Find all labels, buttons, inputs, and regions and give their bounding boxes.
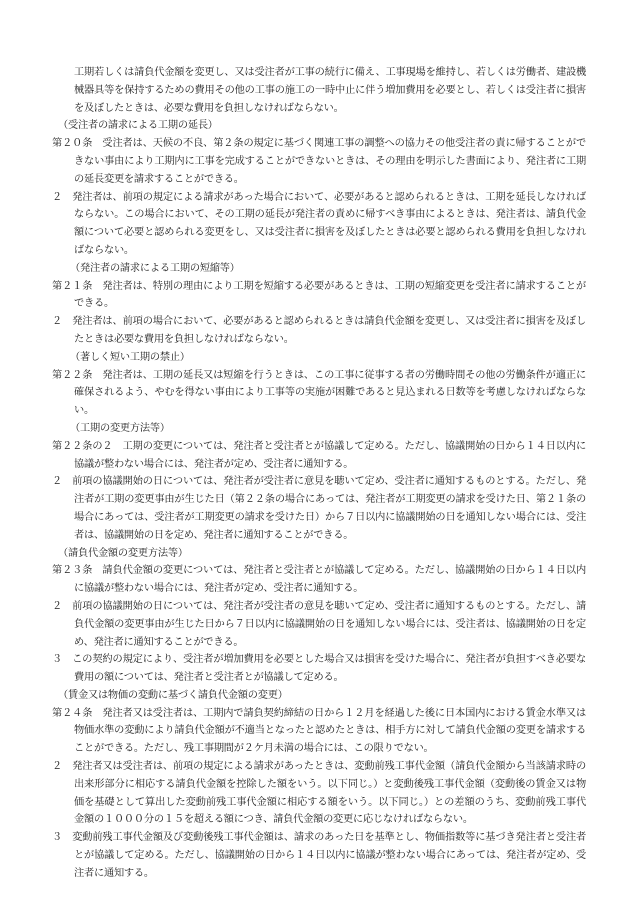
article-24-paragraph-3 [52,829,586,882]
paragraph-number: ２ [52,761,63,773]
paragraph-number: ３ [52,654,63,666]
paragraph-text: 発注者は、前項の場合において、必要があると認められるときは請負代金額を変更し、又は受注者に損害を及ぼしたときは必要な費用を負担しなければならない。 [72,316,586,345]
article-text: 発注者は、工期の延長又は短縮を行うときは、この工事に従事する者の労働時間その他の労働条件が適正に確保されるよう、やむを得ない事由により工事等の実施が困難であると見込まれる日数等を考慮しなければならない。 [74,369,586,417]
article-text: 発注者又は受注者は、工期内で請負契約締結の日から１２月を経過した後に日本国内における賃金水準又は物価水準の変動により請負代金額が不適当となったと認めたときは、相手方に対して請負代金額の変更を請求することができる。ただし、残工事期間が２ケ月未満の場合には、この限りでない。 [74,707,586,755]
article-text: 受注者は、天候の不良、第２条の規定に基づく関連工事の調整への協力その他受注者の責に帰することができない事由により工期内に工事を完成することができないときは、その理由を明示した書面により、発注者に工期の延長変更を請求することができる。 [74,138,586,185]
article-number: 第２１条 [52,280,93,292]
section-heading: （受注者の請求による工期の延長） [58,120,218,132]
article-text: 工期の変更については、発注者と受注者とが協議して定める。ただし、協議開始の日から１４日以内に協議が整わない場合には、発注者が定め、受注者に通知する。 [74,440,586,470]
article-23-paragraph-3 [52,651,586,687]
section-heading: （請負代金額の変更方法等） [58,547,188,559]
article-23 [52,562,586,598]
article-24 [52,705,586,758]
paragraph-number: ２ [52,476,63,488]
paragraph-number: ２ [52,600,63,612]
article-text: 請負代金額の変更については、発注者と受注者とが協議して定める。ただし、協議開始の日から１４日以内に協議が整わない場合には、発注者が定め、受注者に通知する。 [74,565,586,595]
paragraph-text: 発注者又は受注者は、前項の規定による請求があったときは、変動前残工事代金額（請負代金額から当該請求時の出来形部分に相応する請負代金額を控除した額をいう。以下同じ。）と変動後残工事代金額（変動後の賃金又は物価を基礎として算出した変動前残工事代金額に相応する額をいう。以下同じ。）との差額のうち、変動前残工事代金額の１０００分の１５を超える額につき、請負代金額の変更に応じなければならない。 [72,761,586,826]
paragraph-number: ２ [52,316,63,328]
article-21 [52,278,586,314]
article-22 [52,367,586,420]
article-23-paragraph-2 [52,598,586,651]
paragraph-number: ２ [52,191,63,203]
section-heading: （著しく短い工期の禁止） [70,351,190,363]
section-heading: （発注者の請求による工期の短縮等） [70,262,240,274]
section-heading: （賃金又は物価の変動に基づく請負代金額の変更） [58,689,288,701]
continuation-paragraph: 工期若しくは請負代金額を変更し、又は受注者が工事の続行に備え、工事現場を維持し、若しくは労働者、建設機械器具等を保持するための費用その他の工事の施工の一時中止に伴う増加費用を必要とし、若しくは受注者に損害を及ぼしたときは、必要な費用を負担しなければならない。 [74,67,586,114]
article-number: 第２３条 [52,565,93,577]
article-number: 第２０条 [52,138,93,150]
paragraph-text: この契約の規定により、受注者が増加費用を必要とした場合又は損害を受けた場合に、発注者が負担すべき必要な費用の額については、発注者と受注者とが協議して定める。 [72,654,586,684]
paragraph-text: 発注者は、前項の規定による請求があった場合において、必要があると認められるときは、工期を延長しなければならない。この場合において、その工期の延長が発注者の責めに帰すべき事由によるときは、発注者は、請負代金額について必要と認められる変更をし、又は受注者に損害を及ぼしたときは必要と認められる費用を負担しなければならない。 [72,191,586,256]
paragraph-text: 前項の協議開始の日については、発注者が受注者の意見を聴いて定め、受注者に通知するものとする。ただし、請負代金額の変更事由が生じた日から７日以内に協議開始の日を通知しない場合には、受注者は、協議開始の日を定め、発注者に通知することができる。 [72,600,586,648]
paragraph-number: ３ [52,832,63,844]
article-20 [52,135,586,188]
article-22-2 [52,438,586,474]
article-number: 第２２条の２ [52,440,113,452]
article-20-paragraph-2 [52,189,586,260]
article-24-paragraph-2 [52,758,586,829]
article-text: 発注者は、特別の理由により工期を短縮する必要があるときは、工期の短縮変更を受注者に請求することができる。 [74,280,586,310]
section-heading: （工期の変更方法等） [70,422,170,434]
paragraph-text: 前項の協議開始の日については、発注者が受注者に意見を聴いて定め、受注者に通知するものとする。ただし、発注者が工期の変更事由が生じた日（第２２条の場合にあっては、発注者が工期変更の請求を受けた日、第２１条の場合にあっては、受注者が工期変更の請求を受けた日）から７日以内に協議開始の日を通知しない場合には、受注者は、協議開始の日を定め、発注者に通知することができる。 [72,476,586,541]
article-number: 第２２条 [52,369,93,381]
article-number: 第２４条 [52,707,93,719]
article-22-2-paragraph-2 [52,473,586,544]
paragraph-text: 変動前残工事代金額及び変動後残工事代金額は、請求のあった日を基準とし、物価指数等に基づき発注者と受注者とが協議して定める。ただし、協議開始の日から１４日以内に協議が整わない場合にあっては、発注者が定め、受注者に通知する。 [72,832,586,879]
article-21-paragraph-2 [52,313,586,349]
